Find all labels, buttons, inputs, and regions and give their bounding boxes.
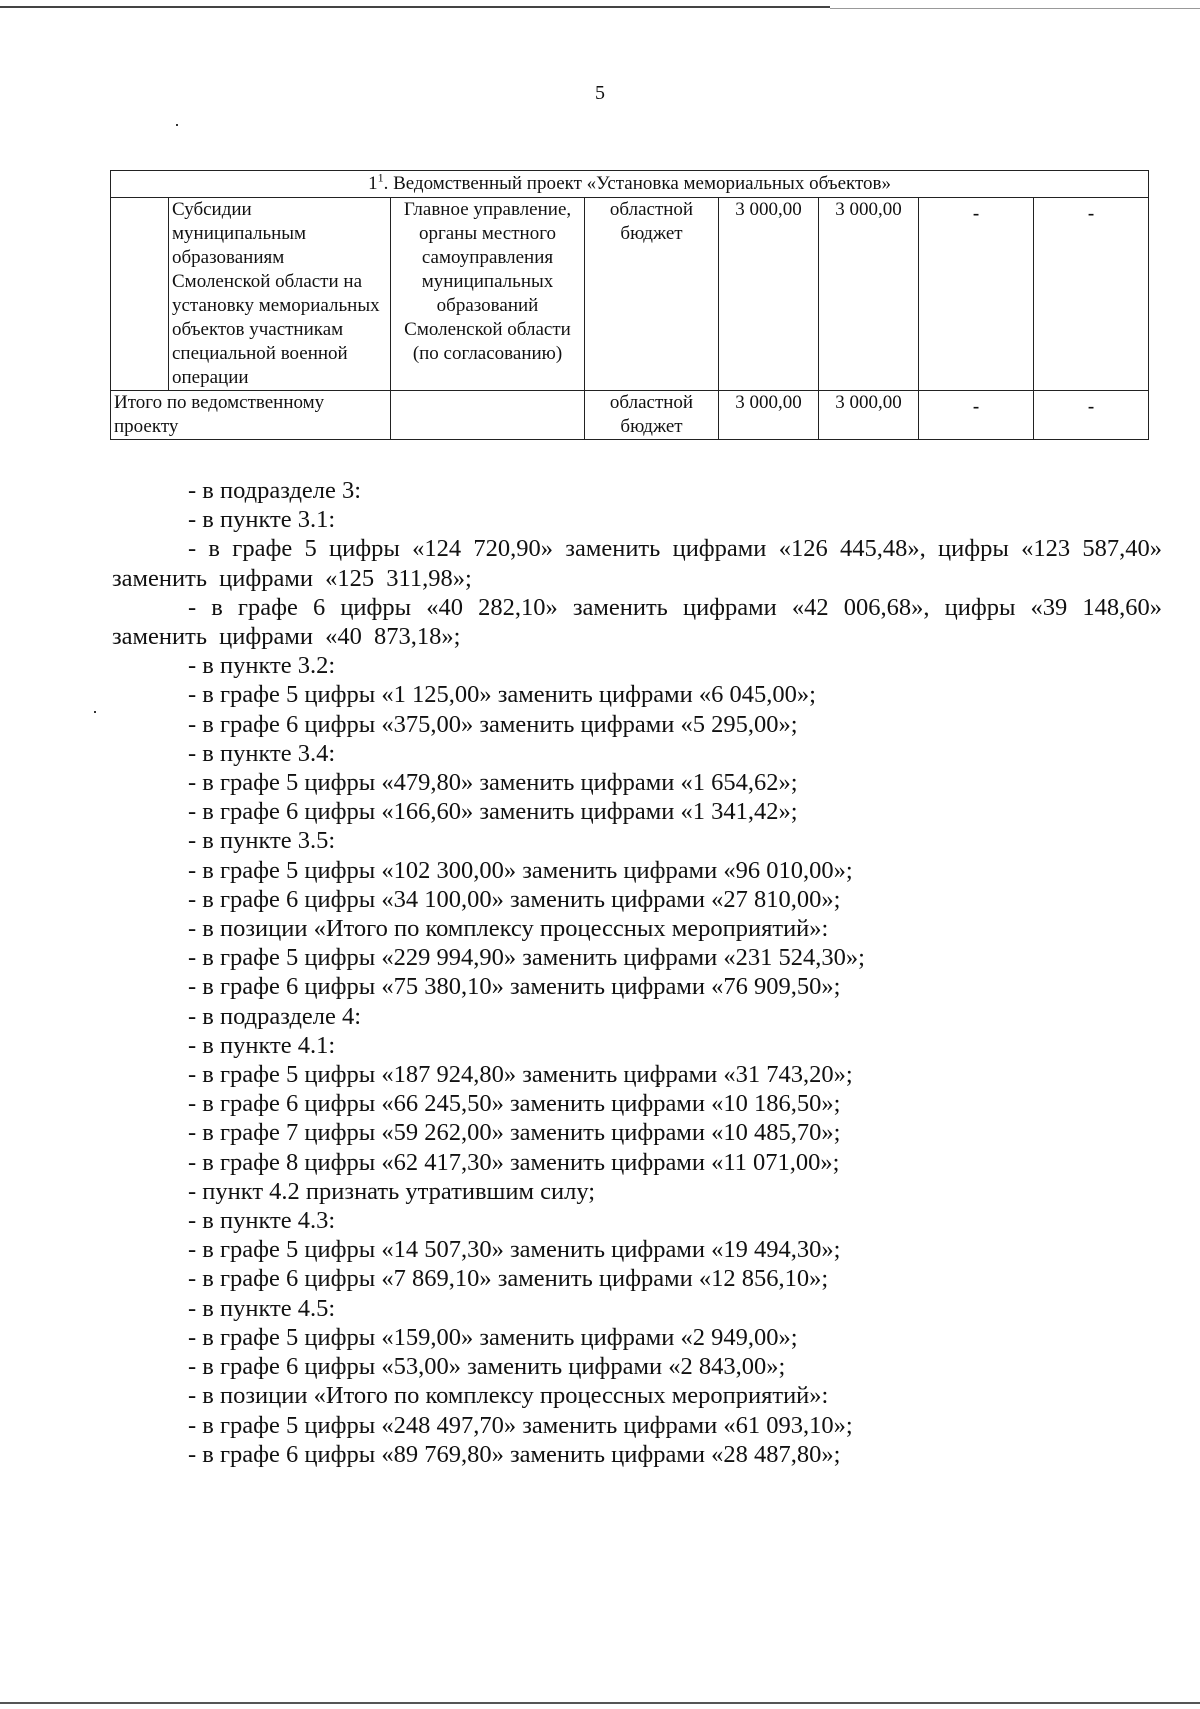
amendment-line: - в графе 6 цифры «375,00» заменить цифрами «5 295,00»;	[188, 710, 798, 738]
amendment-line: - в графе 6 цифры «7 869,10» заменить цифрами «12 856,10»;	[188, 1265, 829, 1293]
amendment-line: - в позиции «Итого по комплексу процессных мероприятий»:	[188, 1382, 829, 1410]
scan-speck	[94, 711, 96, 713]
row-year3-cell: -	[1034, 198, 1149, 391]
amendment-line: - в пункте 4.5:	[188, 1294, 336, 1322]
total-total-cell: 3 000,00	[719, 391, 819, 440]
amendment-line: - в графе 5 цифры «187 924,80» заменить цифрами «31 743,20»;	[188, 1061, 853, 1089]
scan-edge-bottom	[0, 1702, 1200, 1704]
row-total-cell: 3 000,00	[719, 198, 819, 391]
total-year3-cell: -	[1034, 391, 1149, 440]
amendment-line: - в графе 5 цифры «159,00» заменить цифрами «2 949,00»;	[188, 1323, 798, 1351]
section-heading-sup: 1	[377, 170, 384, 185]
section-heading-text: . Ведомственный проект «Установка мемориальных объектов»	[383, 173, 892, 194]
row-name-cell: Субсидии муниципальным образованиям Смоленской области на установку мемориальных объектов участникам специальной военной операции	[169, 198, 391, 391]
amendment-line: - в графе 5 цифры «248 497,70» заменить цифрами «61 093,10»;	[188, 1411, 853, 1439]
row-executor-cell: Главное управление, органы местного самоуправления муниципальных образований Смоленской области (по согласованию)	[391, 198, 585, 391]
scan-edge-top-faint	[830, 8, 1200, 9]
total-label-cell: Итого по ведомственному проекту	[111, 391, 391, 440]
amendment-paragraph: - в графе 5 цифры «124 720,90» заменить цифрами «126 445,48», цифры «123 587,40» заменить цифрами «125 311,98»;	[112, 535, 1162, 592]
amendment-line: - в графе 6 цифры «75 380,10» заменить цифрами «76 909,50»;	[188, 973, 841, 1001]
amendment-line: - в графе 6 цифры «66 245,50» заменить цифрами «10 186,50»;	[188, 1090, 841, 1118]
amendment-line: - в графе 7 цифры «59 262,00» заменить цифрами «10 485,70»;	[188, 1119, 841, 1147]
page-number: 5	[595, 82, 605, 104]
table-total-row	[111, 391, 1149, 440]
total-executor-cell	[391, 391, 585, 440]
amendment-line: - в графе 5 цифры «102 300,00» заменить цифрами «96 010,00»;	[188, 856, 853, 884]
row-year1-cell: 3 000,00	[819, 198, 919, 391]
total-year2-cell: -	[919, 391, 1034, 440]
amendment-line: - в графе 6 цифры «34 100,00» заменить цифрами «27 810,00»;	[188, 885, 841, 913]
amendment-line: - в графе 5 цифры «14 507,30» заменить цифрами «19 494,30»;	[188, 1236, 841, 1264]
amendment-line: - в пункте 4.3:	[188, 1207, 336, 1235]
amendment-line: - в графе 8 цифры «62 417,30» заменить цифрами «11 071,00»;	[188, 1148, 840, 1176]
total-source-cell: областной бюджет	[585, 391, 719, 440]
scan-speck	[176, 124, 178, 126]
amendment-line: - в пункте 4.1:	[188, 1031, 336, 1059]
amendment-text	[112, 476, 1162, 1469]
table-section-heading	[111, 171, 1149, 198]
amendment-line: - в подразделе 3:	[188, 477, 362, 504]
row-source-cell: областной бюджет	[585, 198, 719, 391]
amendment-line: - в пункте 3.2:	[188, 652, 336, 680]
scan-edge-top	[0, 6, 830, 8]
amendment-line: - в графе 5 цифры «1 125,00» заменить цифрами «6 045,00»;	[188, 681, 816, 709]
table-row	[111, 198, 1149, 391]
amendment-line: - в пункте 3.1:	[188, 506, 336, 534]
budget-table	[110, 170, 1149, 440]
amendment-line: - в позиции «Итого по комплексу процессных мероприятий»:	[188, 915, 829, 943]
amendment-line: - в графе 6 цифры «166,60» заменить цифрами «1 341,42»;	[188, 798, 798, 826]
section-heading-prefix: 1	[368, 173, 378, 194]
table-section-heading-row	[111, 171, 1149, 198]
amendment-paragraph: - в графе 6 цифры «40 282,10» заменить цифрами «42 006,68», цифры «39 148,60» заменить цифрами «40 873,18»;	[112, 593, 1162, 651]
total-year1-cell: 3 000,00	[819, 391, 919, 440]
amendment-line: - в графе 6 цифры «89 769,80» заменить цифрами «28 487,80»;	[188, 1440, 841, 1468]
amendment-line: - в графе 6 цифры «53,00» заменить цифрами «2 843,00»;	[188, 1353, 786, 1381]
amendment-line: - в пункте 3.4:	[188, 739, 336, 767]
amendment-line: - в графе 5 цифры «479,80» заменить цифрами «1 654,62»;	[188, 769, 798, 797]
amendment-line: - в пункте 3.5:	[188, 827, 336, 855]
row-number-cell	[111, 198, 169, 391]
amendment-line: - в графе 5 цифры «229 994,90» заменить цифрами «231 524,30»;	[188, 944, 865, 972]
amendment-line: - пункт 4.2 признать утратившим силу;	[188, 1177, 596, 1205]
amendment-line: - в подразделе 4:	[188, 1002, 362, 1030]
row-year2-cell: -	[919, 198, 1034, 391]
